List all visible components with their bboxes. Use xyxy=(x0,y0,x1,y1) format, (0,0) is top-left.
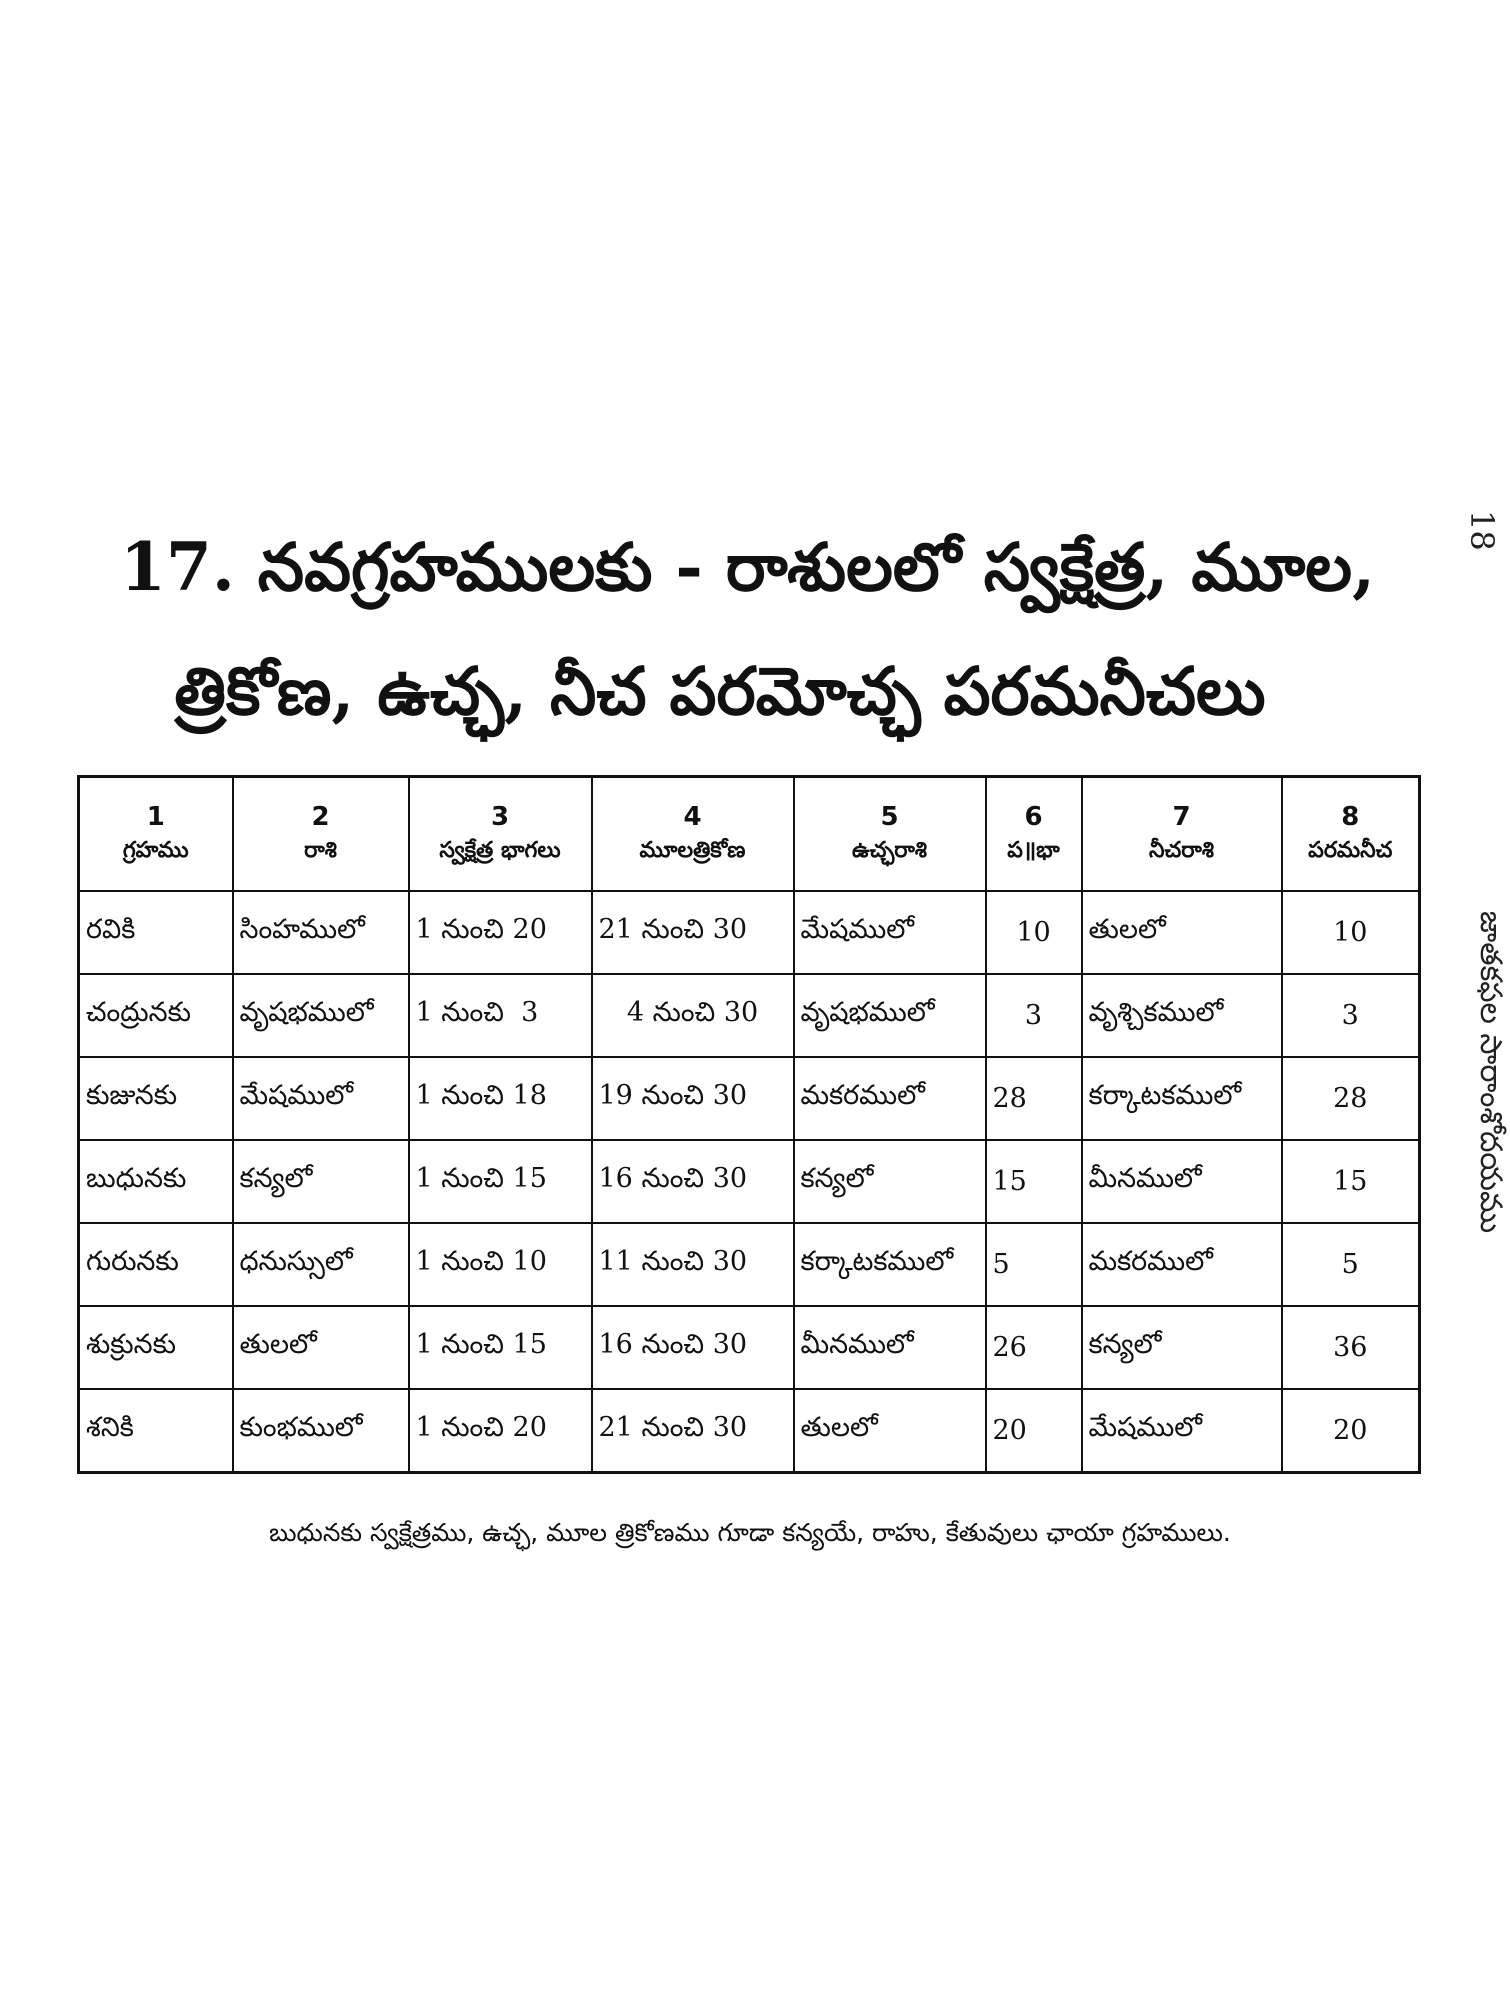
column-label: పరమనీచ xyxy=(1308,838,1393,863)
column-number: 7 xyxy=(1172,802,1191,832)
column-label: ఉచ్ఛరాశి xyxy=(852,838,927,863)
table-header-row xyxy=(79,777,1420,892)
paramaneecha-cell: 20 xyxy=(1282,1389,1420,1473)
swakshetra-cell: 1 నుంచి 10 xyxy=(409,1223,592,1306)
uccha-cell: మకరములో xyxy=(794,1057,986,1140)
uccha-cell: మీనములో xyxy=(794,1306,986,1389)
running-head: జాతకఫల సారాంశోదయము xyxy=(1473,910,1508,1234)
column-header-paramaneecha xyxy=(1282,777,1420,892)
column-label: ప॥భా xyxy=(1007,838,1060,863)
neecha-cell: తులలో xyxy=(1082,891,1282,974)
table-row xyxy=(79,1306,1420,1389)
column-number: 5 xyxy=(880,802,899,832)
planet-dignity-table xyxy=(77,775,1421,1474)
neecha-cell: మేషములో xyxy=(1082,1389,1282,1473)
column-label: నీచరాశి xyxy=(1149,838,1214,863)
column-header-rashi xyxy=(233,777,409,892)
moolatrikona-cell: 4 నుంచి 30 xyxy=(592,974,794,1057)
column-label: స్వక్షేత్ర భాగలు xyxy=(439,838,561,863)
table-row xyxy=(79,1057,1420,1140)
rashi-cell: వృషభములో xyxy=(233,974,409,1057)
paramoccha-cell: 26 xyxy=(986,1306,1082,1389)
paramaneecha-cell: 5 xyxy=(1282,1223,1420,1306)
paramoccha-cell: 20 xyxy=(986,1389,1082,1473)
neecha-cell: వృశ్చికములో xyxy=(1082,974,1282,1057)
rashi-cell: సింహములో xyxy=(233,891,409,974)
column-header-swakshetra xyxy=(409,777,592,892)
rashi-cell: తులలో xyxy=(233,1306,409,1389)
uccha-cell: కన్యలో xyxy=(794,1140,986,1223)
moolatrikona-cell: 16 నుంచి 30 xyxy=(592,1306,794,1389)
page-title-line-1: 17. నవగ్రహములకు - రాశులలో స్వక్షేత్ర, మూల, xyxy=(120,528,1376,606)
column-number: 2 xyxy=(311,802,330,832)
planet-cell: శుక్రునకు xyxy=(79,1306,233,1389)
planet-cell: శనికి xyxy=(79,1389,233,1473)
neecha-cell: మకరములో xyxy=(1082,1223,1282,1306)
page-number: 18 xyxy=(1463,510,1501,551)
planet-cell: రవికి xyxy=(79,891,233,974)
column-header-paramoccha xyxy=(986,777,1082,892)
moolatrikona-cell: 11 నుంచి 30 xyxy=(592,1223,794,1306)
uccha-cell: కర్కాటకములో xyxy=(794,1223,986,1306)
neecha-cell: కన్యలో xyxy=(1082,1306,1282,1389)
paramaneecha-cell: 10 xyxy=(1282,891,1420,974)
table-row xyxy=(79,1223,1420,1306)
column-number: 8 xyxy=(1341,802,1360,832)
swakshetra-cell: 1 నుంచి 3 xyxy=(409,974,592,1057)
swakshetra-cell: 1 నుంచి 15 xyxy=(409,1140,592,1223)
paramoccha-cell: 10 xyxy=(986,891,1082,974)
neecha-cell: కర్కాటకములో xyxy=(1082,1057,1282,1140)
column-number: 6 xyxy=(1024,802,1043,832)
rashi-cell: ధనుస్సులో xyxy=(233,1223,409,1306)
rashi-cell: కుంభములో xyxy=(233,1389,409,1473)
column-number: 1 xyxy=(146,802,165,832)
table-row xyxy=(79,1389,1420,1473)
column-label: రాశి xyxy=(304,838,337,863)
moolatrikona-cell: 19 నుంచి 30 xyxy=(592,1057,794,1140)
paramaneecha-cell: 3 xyxy=(1282,974,1420,1057)
swakshetra-cell: 1 నుంచి 18 xyxy=(409,1057,592,1140)
page-title-line-2: త్రికోణ, ఉచ్ఛ, నీచ పరమోచ్ఛ పరమనీచలు xyxy=(174,652,1266,730)
column-header-neecha xyxy=(1082,777,1282,892)
column-header-graha xyxy=(79,777,233,892)
column-label: మూలత్రికోణ xyxy=(639,838,746,863)
uccha-cell: తులలో xyxy=(794,1389,986,1473)
planet-cell: కుజునకు xyxy=(79,1057,233,1140)
planet-cell: బుధునకు xyxy=(79,1140,233,1223)
planet-cell: గురునకు xyxy=(79,1223,233,1306)
paramoccha-cell: 5 xyxy=(986,1223,1082,1306)
paramoccha-cell: 28 xyxy=(986,1057,1082,1140)
table-row xyxy=(79,891,1420,974)
paramoccha-cell: 3 xyxy=(986,974,1082,1057)
table-footnote: బుధునకు స్వక్షేత్రము, ఉచ్ఛ, మూల త్రికోణము గూడా కన్యయే, రాహు, కేతువులు ఛాయా గ్రహములు. xyxy=(269,1518,1231,1547)
column-label: గ్రహము xyxy=(122,838,189,863)
paramaneecha-cell: 28 xyxy=(1282,1057,1420,1140)
column-number: 4 xyxy=(683,802,702,832)
moolatrikona-cell: 21 నుంచి 30 xyxy=(592,891,794,974)
swakshetra-cell: 1 నుంచి 20 xyxy=(409,891,592,974)
column-number: 3 xyxy=(490,802,510,832)
moolatrikona-cell: 16 నుంచి 30 xyxy=(592,1140,794,1223)
swakshetra-cell: 1 నుంచి 20 xyxy=(409,1389,592,1473)
table-row xyxy=(79,974,1420,1057)
table-row xyxy=(79,1140,1420,1223)
swakshetra-cell: 1 నుంచి 15 xyxy=(409,1306,592,1389)
column-header-moolatrikona xyxy=(592,777,794,892)
rashi-cell: కన్యలో xyxy=(233,1140,409,1223)
planet-cell: చంద్రునకు xyxy=(79,974,233,1057)
paramaneecha-cell: 36 xyxy=(1282,1306,1420,1389)
moolatrikona-cell: 21 నుంచి 30 xyxy=(592,1389,794,1473)
column-header-uccha xyxy=(794,777,986,892)
neecha-cell: మీనములో xyxy=(1082,1140,1282,1223)
paramoccha-cell: 15 xyxy=(986,1140,1082,1223)
rashi-cell: మేషములో xyxy=(233,1057,409,1140)
uccha-cell: మేషములో xyxy=(794,891,986,974)
paramaneecha-cell: 15 xyxy=(1282,1140,1420,1223)
uccha-cell: వృషభములో xyxy=(794,974,986,1057)
